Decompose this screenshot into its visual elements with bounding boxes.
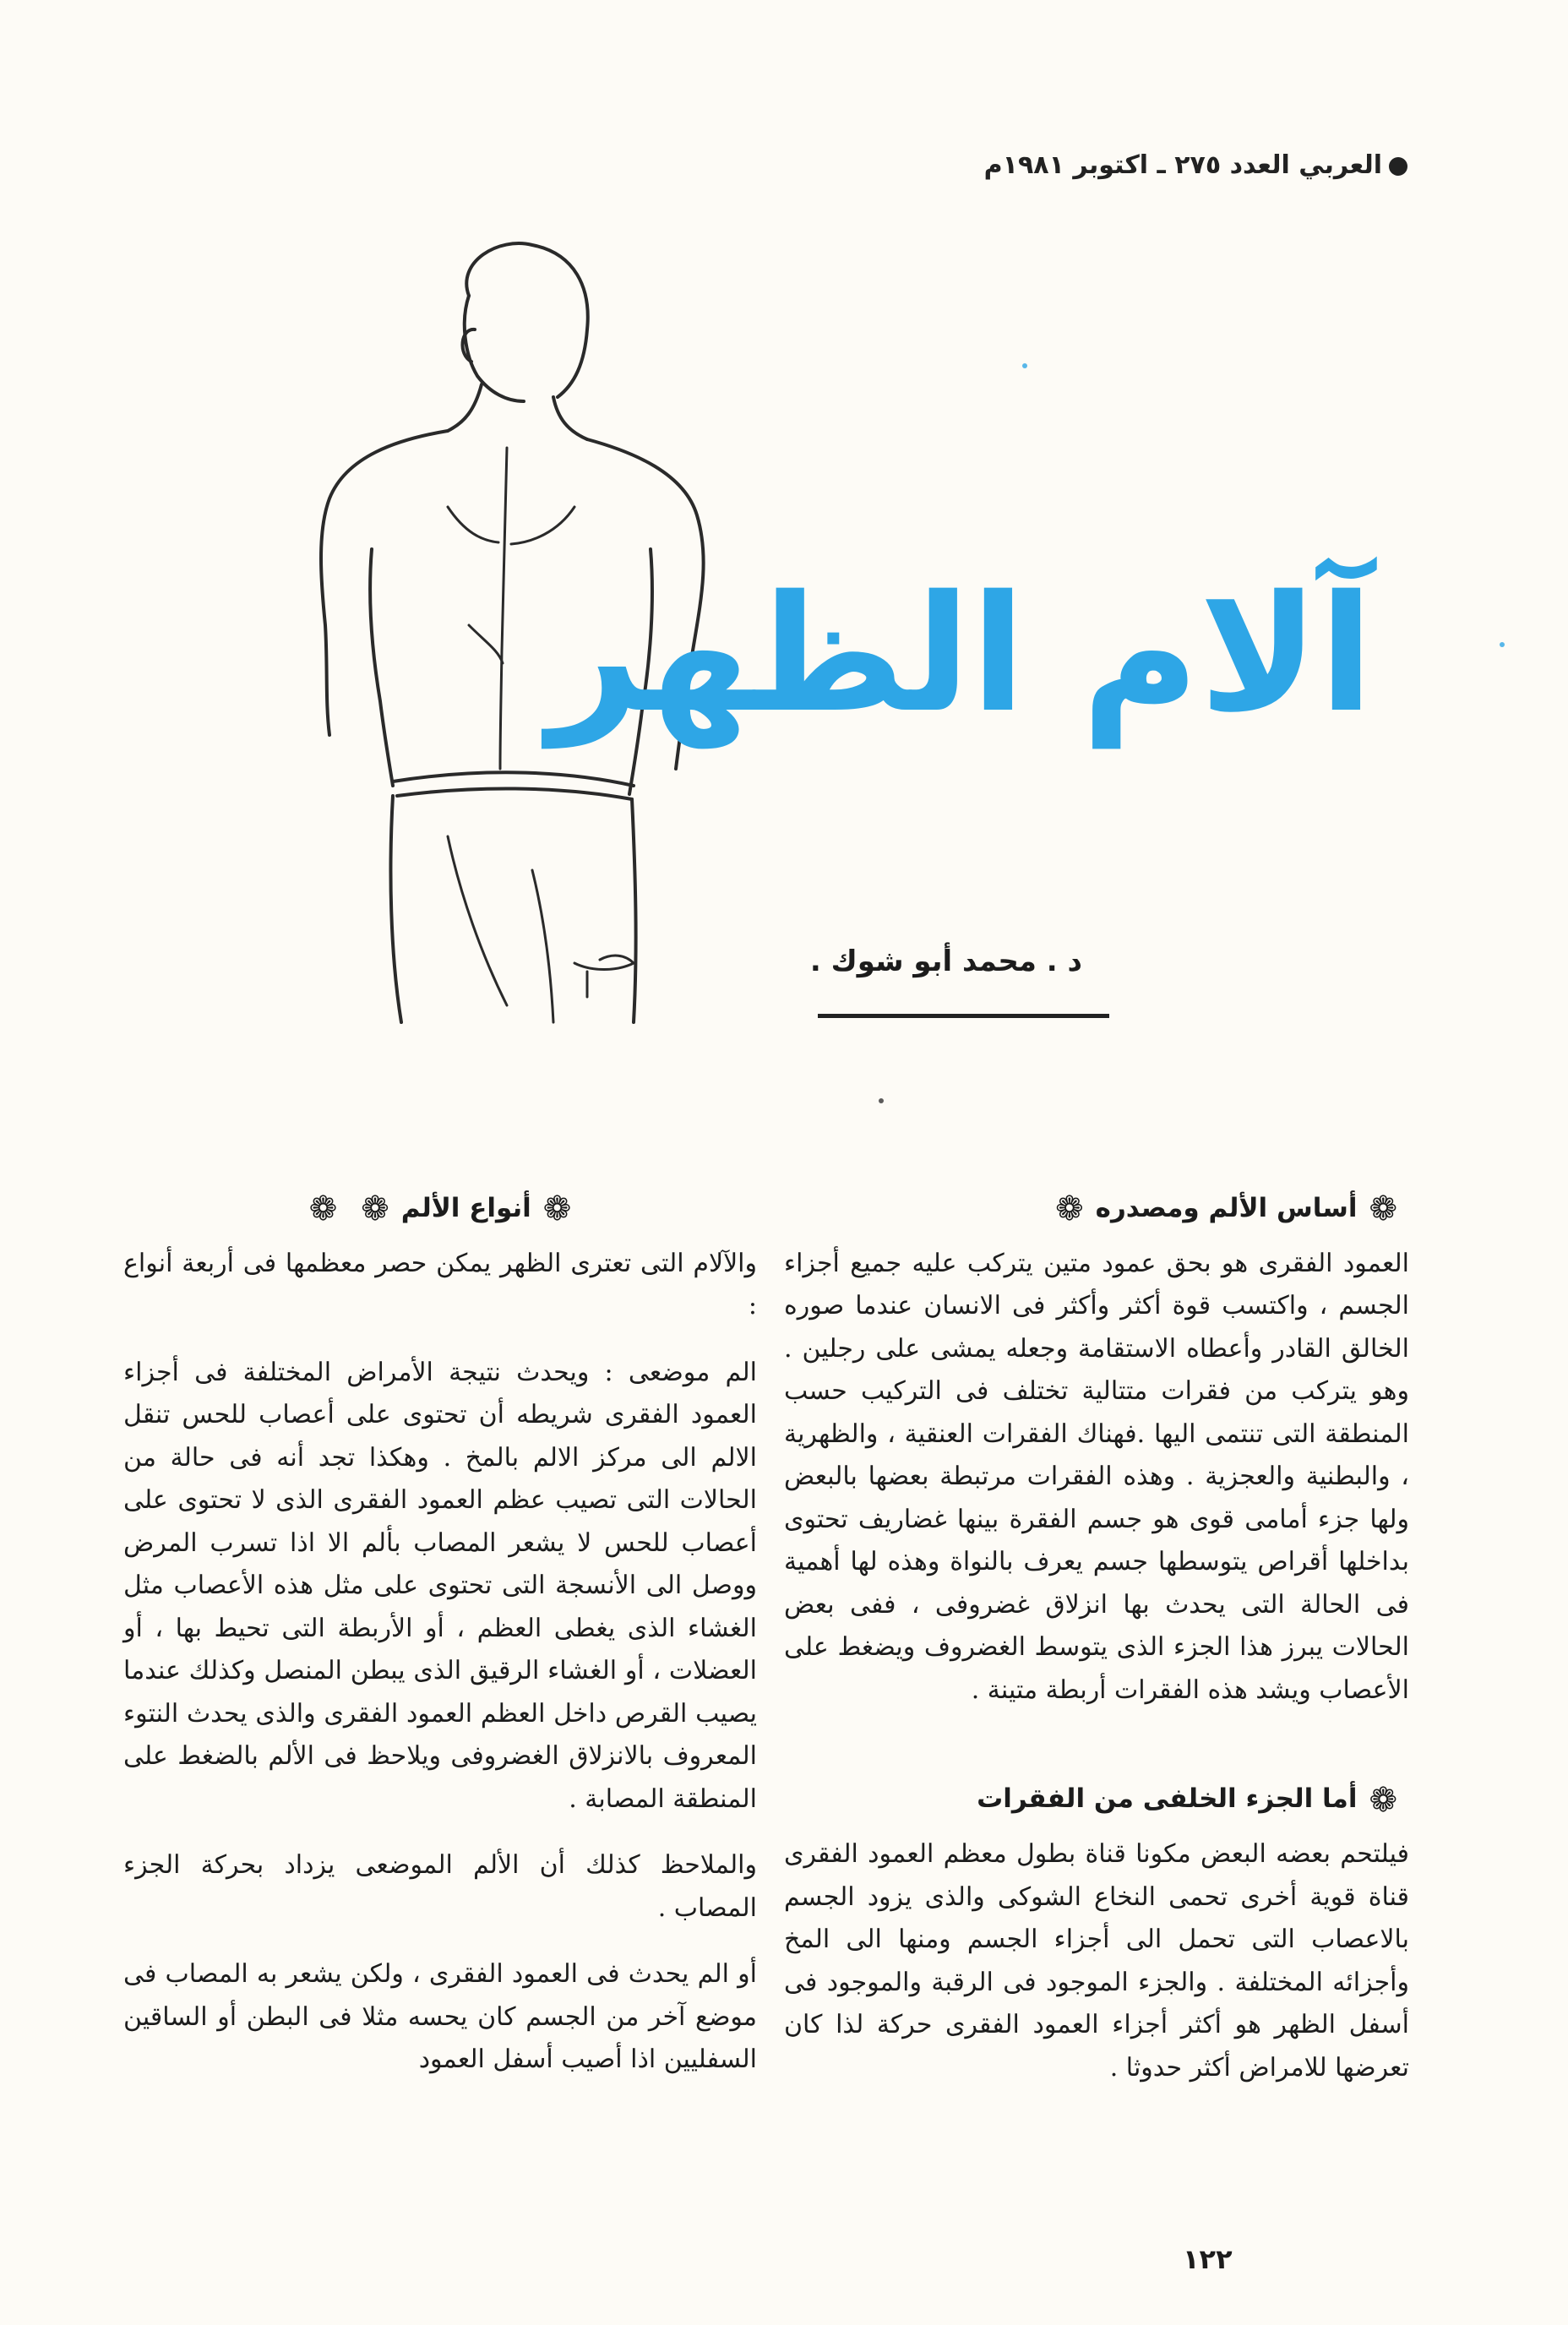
paragraph-local-pain: الم موضعى : ويحدث نتيجة الأمراض المختلفة فى أجزاء العمود الفقرى شريطه أن تحتوى على أعصاب للحس تنقل الالم الى مركز الالم بالمخ . وهكذا تجد أنه فى حالة من الحالات التى تصيب عظم العمود الفقرى الذى لا تحتوى على أعصاب للحس لا يشعر المصاب بألم الا اذا تسرب المرض ووصل الى الأنسجة التى تحتوى على مثل هذه الأعصاب مثل الغشاء الذى يغطى العظم ، أو الأربطة التى تحيط بها ، أو العضلات ، أو الغشاء الرقيق الذى يبطن المنصل وكذلك عندما يصيب القرص داخل العظم العمود الفقرى والذى يحدث النتوء المعروف بالانزلاق الغضروفى ويلاحظ فى الألم بالضغط على المنطقة المصابة . (123, 1357, 757, 1814)
section-heading-types (123, 1187, 757, 1231)
section-heading-posterior-text: أما الجزء الخلفى من الفقرات (977, 1783, 1358, 1815)
running-head (934, 150, 1407, 180)
left-column (123, 1187, 757, 2082)
section-heading-origin-text: أساس الألم ومصدره (1095, 1193, 1358, 1223)
paragraph-movement: والملاحظ كذلك أن الألم الموضعى يزداد بحركة الجزء المصاب . (123, 1850, 757, 1923)
flower-ornament-icon: ❁ (542, 1190, 572, 1229)
article-title: آلام الظهر (547, 561, 1374, 748)
paragraph-origin: العمود الفقرى هو بحق عمود متين يتركب عليه جميع أجزاء الجسم ، واكتسب قوة أكثر وأكثر فى الانسان عندما صوره الخالق القادر وأعطاه الاستقامة وجعله يمشى على رجلين . وهو يتركب من فقرات متتالية تختلف فى التركيب حسب المنطقة التى تنتمى اليها .فهناك الفقرات العنقية ، والظهرية ، والبطنية والعجزية . وهذه الفقرات مرتبطة بعضها بالبعض ولها جزء أمامى قوى هو جسم الفقرة بينها غضاريف تحتوى بداخلها أقراص يتوسطها جسم يعرف بالنواة وهذه لها أهمية فى الحالة التى يحدث بها انزلاق غضروفى ، ففى بعض الحالات يبرز هذا الجزء الذى يتوسط الغضروف ويضغط على الأعصاب ويشد هذه الفقرات أربطة متينة . (784, 1248, 1409, 1705)
flower-ornament-icon: ❁ (1369, 1780, 1397, 1820)
ink-speck (1500, 642, 1505, 647)
section-heading-types-text: أنواع الألم (400, 1193, 531, 1223)
paragraph-posterior: فيلتحم بعضه البعض مكونا قناة بطول معظم العمود الفقرى قناة قوية أخرى تحمى النخاع الشوكى والذى يزود الجسم بالاعصاب التى تحمل الى أجزاء الجسم ومنها الى المخ وأجزائه المختلفة . والجزء الموجود فى الرقبة والموجود فى أسفل الظهر هو أكثر أجزاء العمود الفقرى حركة لذا كان تعرضها للامراض أكثر حدوثا . (784, 1839, 1409, 2083)
paragraph-types-intro: والآلام التى تعترى الظهر يمكن حصر معظمها فى أربعة أنواع : (123, 1248, 757, 1321)
running-head-text: العربي العدد ٢٧٥ ـ اكتوبر ١٩٨١م (983, 150, 1382, 180)
author-divider (818, 1014, 1109, 1018)
ink-speck (1022, 363, 1027, 368)
section-heading-origin (784, 1187, 1409, 1231)
paragraph-referred-pain: أو الم يحدث فى العمود الفقرى ، ولكن يشعر به المصاب فى موضع آخر من الجسم كان يحسه مثلا فى البطن أو الساقين السفليين اذا أصيب أسفل العمود (123, 1959, 757, 2075)
section-heading-posterior (784, 1778, 1409, 1821)
section-spacer (784, 1712, 1409, 1778)
flower-ornament-icon: ❁ (361, 1190, 389, 1229)
flower-ornament-icon: ❁ (308, 1190, 338, 1229)
bullet-dot-icon (1389, 157, 1407, 176)
flower-ornament-icon: ❁ (1055, 1190, 1084, 1229)
ink-speck (879, 1098, 884, 1103)
author-name: د . محمد أبو شوك . (809, 945, 1082, 978)
page-number: ١٢٢ (1183, 2243, 1233, 2275)
flower-ornament-icon: ❁ (1369, 1190, 1397, 1229)
right-column (784, 1187, 1409, 2089)
